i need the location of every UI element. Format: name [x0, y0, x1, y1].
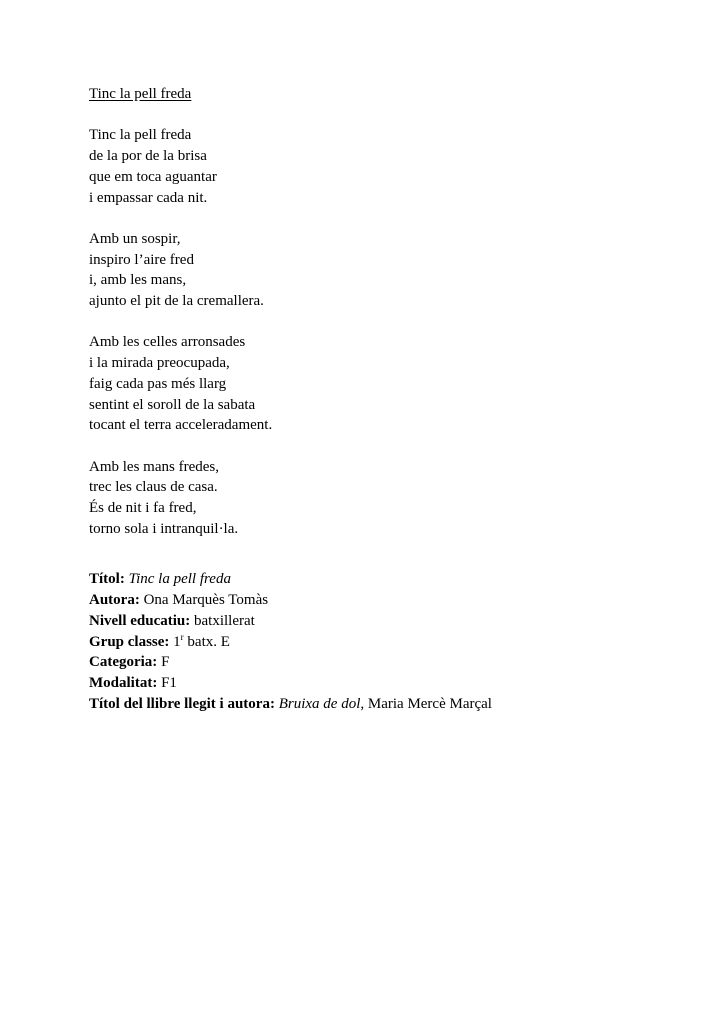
poem-line: i empassar cada nit. — [89, 189, 208, 206]
poem-line: Amb les mans fredes, — [89, 458, 219, 475]
poem-line: i la mirada preocupada, — [89, 355, 230, 372]
metadata-label: Títol del llibre llegit i autora: — [89, 695, 275, 712]
metadata-row-titol — [89, 569, 645, 590]
metadata-label: Títol: — [89, 571, 125, 588]
metadata-value — [173, 631, 230, 650]
poem-line: que em toca aguantar — [89, 168, 217, 185]
metadata-value-rest: batx. E — [183, 633, 230, 650]
metadata-value: batxillerat — [194, 612, 255, 629]
metadata-value: Ona Marquès Tomàs — [143, 592, 269, 609]
poem-stanza-4 — [89, 457, 645, 540]
metadata-row-llibre-llegit — [89, 694, 645, 715]
poem-line: Amb les celles arronsades — [89, 334, 246, 351]
metadata-row-categoria — [89, 652, 645, 673]
poem-line: sentint el soroll de la sabata — [89, 396, 256, 413]
metadata-row-modalitat — [89, 673, 645, 694]
poem-line: torno sola i intranquil·la. — [89, 520, 239, 537]
poem-line: faig cada pas més llarg — [89, 375, 227, 392]
metadata-value-superscript: r — [180, 631, 184, 642]
metadata-section — [89, 569, 645, 714]
poem-line: i, amb les mans, — [89, 272, 187, 289]
poem-line: inspiro l’aire fred — [89, 251, 194, 268]
metadata-label: Grup classe: — [89, 633, 170, 650]
poem-title: Tinc la pell freda — [89, 86, 192, 102]
poem-line: tocant el terra acceleradament. — [89, 417, 273, 434]
metadata-value-book-author: Maria Mercè Marçal — [364, 695, 492, 712]
metadata-row-autora — [89, 590, 645, 611]
metadata-label: Autora: — [89, 592, 140, 609]
poem-line: de la por de la brisa — [89, 148, 207, 165]
metadata-label: Modalitat: — [89, 674, 158, 691]
metadata-value: F — [161, 654, 170, 671]
metadata-row-grup-classe — [89, 632, 645, 653]
poem-stanza-2 — [89, 229, 645, 312]
metadata-label: Nivell educatiu: — [89, 612, 191, 629]
metadata-row-nivell-educatiu — [89, 611, 645, 632]
poem-line: ajunto el pit de la cremallera. — [89, 293, 264, 309]
poem-stanza-3 — [89, 332, 645, 436]
poem-stanza-1 — [89, 125, 645, 208]
poem-line: Tinc la pell freda — [89, 127, 192, 144]
poem-line: Amb un sospir, — [89, 230, 181, 247]
metadata-value: F1 — [161, 674, 177, 691]
metadata-value: Tinc la pell freda — [128, 571, 231, 588]
metadata-value-book-title: Bruixa de dol, — [278, 695, 365, 712]
metadata-label: Categoria: — [89, 654, 158, 671]
metadata-value-base: 1 — [173, 633, 181, 650]
poem-line: És de nit i fa fred, — [89, 500, 197, 516]
poem-line: trec les claus de casa. — [89, 479, 218, 496]
